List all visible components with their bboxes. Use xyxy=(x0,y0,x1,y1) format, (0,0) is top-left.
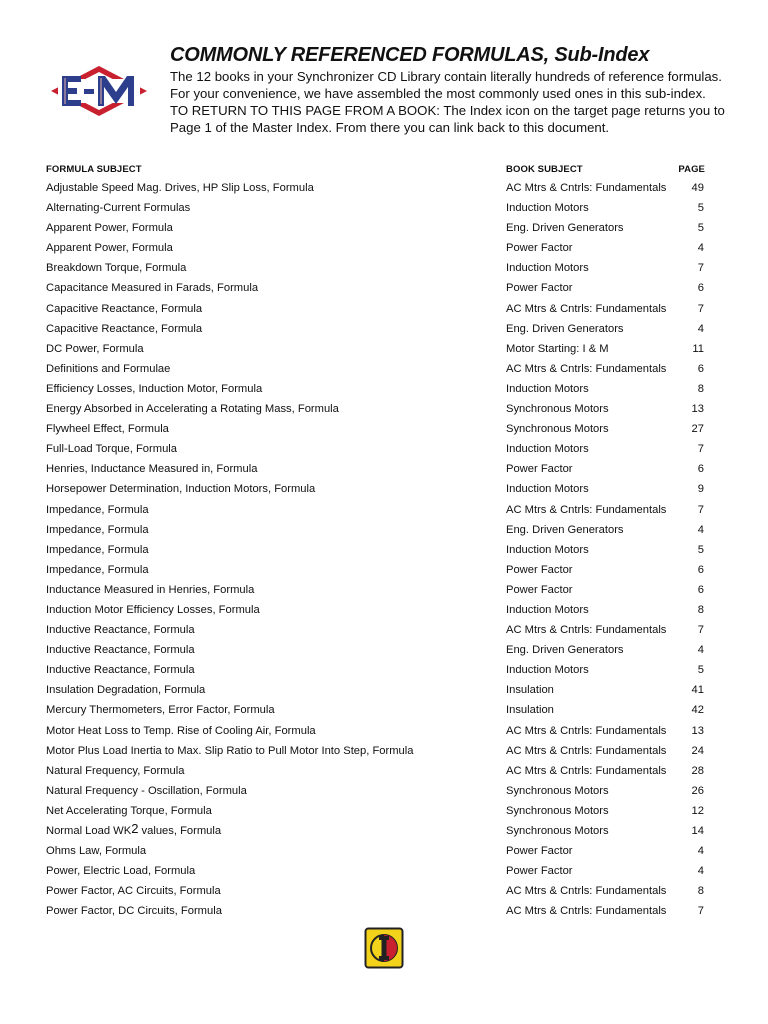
book-subject-cell: Induction Motors xyxy=(506,664,589,677)
superscript: 2 xyxy=(131,821,139,836)
book-subject-cell: Power Factor xyxy=(506,282,573,295)
formula-subject-cell: Inductive Reactance, Formula xyxy=(46,644,195,657)
formula-subject-cell: Insulation Degradation, Formula xyxy=(46,684,206,697)
page-number-cell: 13 xyxy=(691,724,704,737)
table-row xyxy=(0,218,768,238)
intro-line: For your convenience, we have assembled the most commonly used ones in this sub-index. xyxy=(170,86,706,101)
column-header-book-subject: BOOK SUBJECT xyxy=(506,164,583,175)
formula-subject-cell: Impedance, Formula xyxy=(46,543,149,556)
e-m-logo-icon xyxy=(48,62,150,120)
formula-subject-cell: DC Power, Formula xyxy=(46,342,144,355)
table-row xyxy=(0,700,768,720)
table-row xyxy=(0,640,768,660)
page-number-cell: 9 xyxy=(697,483,704,496)
page-number-cell: 4 xyxy=(697,322,704,335)
intro-text xyxy=(170,68,730,136)
page-number-cell: 24 xyxy=(691,744,704,757)
book-subject-cell: Synchronous Motors xyxy=(506,403,609,416)
formula-subject-cell: Natural Frequency, Formula xyxy=(46,764,185,777)
page-number-cell: 4 xyxy=(697,242,704,255)
book-subject-cell: AC Mtrs & Cntrls: Fundamentals xyxy=(506,624,667,637)
formula-subject-cell: Definitions and Formulae xyxy=(46,362,171,375)
book-subject-cell: Eng. Driven Generators xyxy=(506,644,624,657)
formula-subject-cell: Henries, Inductance Measured in, Formula xyxy=(46,463,258,476)
book-subject-cell: AC Mtrs & Cntrls: Fundamentals xyxy=(506,362,667,375)
table-row xyxy=(0,741,768,761)
book-subject-cell: AC Mtrs & Cntrls: Fundamentals xyxy=(506,182,667,194)
book-subject-cell: AC Mtrs & Cntrls: Fundamentals xyxy=(506,764,667,777)
formula-subject-cell: Breakdown Torque, Formula xyxy=(46,262,187,275)
page-number-cell: 28 xyxy=(691,764,704,777)
book-subject-cell: Induction Motors xyxy=(506,603,589,616)
table-row xyxy=(0,560,768,580)
formula-subject-suffix: values, Formula xyxy=(138,825,222,837)
book-subject-cell: Eng. Driven Generators xyxy=(506,222,624,235)
table-row xyxy=(0,580,768,600)
formula-subject-cell: Capacitive Reactance, Formula xyxy=(46,302,203,315)
formula-subject-cell: Motor Heat Loss to Temp. Rise of Cooling Air, Formula xyxy=(46,724,316,737)
page-number-cell: 11 xyxy=(692,342,704,355)
column-header-page: PAGE xyxy=(678,164,705,175)
book-subject-cell: AC Mtrs & Cntrls: Fundamentals xyxy=(506,905,667,918)
page-number-cell: 26 xyxy=(691,784,704,797)
table-row xyxy=(0,379,768,399)
table-row xyxy=(0,178,768,198)
book-subject-cell: Induction Motors xyxy=(506,202,589,215)
index-icon[interactable] xyxy=(364,927,404,969)
table-row xyxy=(0,339,768,359)
book-subject-cell: Synchronous Motors xyxy=(506,804,609,817)
page-number-cell: 7 xyxy=(697,624,704,637)
formula-subject-cell: Apparent Power, Formula xyxy=(46,222,173,235)
table-row xyxy=(0,258,768,278)
page-number-cell: 7 xyxy=(697,905,704,918)
table-row xyxy=(0,238,768,258)
table-row xyxy=(0,359,768,379)
book-subject-cell: Induction Motors xyxy=(506,262,589,275)
formula-subject-cell: Power, Electric Load, Formula xyxy=(46,865,196,878)
formula-subject-cell: Flywheel Effect, Formula xyxy=(46,423,169,436)
book-subject-cell: Power Factor xyxy=(506,583,573,596)
intro-line: The 12 books in your Synchronizer CD Library contain literally hundreds of reference formulas. xyxy=(170,69,722,84)
page-number-cell: 4 xyxy=(697,523,704,536)
table-header xyxy=(0,164,768,178)
book-subject-cell: Motor Starting: I & M xyxy=(506,342,609,355)
page-number-cell: 7 xyxy=(697,262,704,275)
table-row xyxy=(0,881,768,901)
formula-subject-cell: Natural Frequency - Oscillation, Formula xyxy=(46,784,247,797)
page-number-cell: 6 xyxy=(697,282,704,295)
page-number-cell: 49 xyxy=(691,182,704,194)
formula-subject-cell: Inductive Reactance, Formula xyxy=(46,664,195,677)
table-row xyxy=(0,419,768,439)
table-row xyxy=(0,198,768,218)
formula-subject-cell: Inductance Measured in Henries, Formula xyxy=(46,583,255,596)
page-number-cell: 7 xyxy=(697,443,704,456)
book-subject-cell: Insulation xyxy=(506,704,554,717)
page-number-cell: 12 xyxy=(691,804,704,817)
table-row xyxy=(0,479,768,499)
page-number-cell: 41 xyxy=(691,684,704,697)
formula-subject-cell: Impedance, Formula xyxy=(46,563,149,576)
intro-line: TO RETURN TO THIS PAGE FROM A BOOK: The Index icon on the target page returns you to xyxy=(170,103,725,118)
table-row xyxy=(0,841,768,861)
book-subject-cell: Power Factor xyxy=(506,463,573,476)
page-number-cell: 4 xyxy=(697,845,704,858)
book-subject-cell: Eng. Driven Generators xyxy=(506,523,624,536)
table-row xyxy=(0,680,768,700)
page-number-cell: 5 xyxy=(697,543,704,556)
table-row xyxy=(0,761,768,781)
intro-line: Page 1 of the Master Index. From there you can link back to this document. xyxy=(170,120,610,135)
formula-subject-cell: Capacitive Reactance, Formula xyxy=(46,322,203,335)
table-row xyxy=(0,500,768,520)
page-number-cell: 14 xyxy=(691,825,704,837)
book-subject-cell: Power Factor xyxy=(506,563,573,576)
table-row xyxy=(0,781,768,801)
table-row xyxy=(0,439,768,459)
table-row xyxy=(0,600,768,620)
page-number-cell: 42 xyxy=(691,704,704,717)
page-title: COMMONLY REFERENCED FORMULAS, Sub-Index xyxy=(170,44,650,66)
table-row xyxy=(0,319,768,339)
page-number-cell: 5 xyxy=(697,664,704,677)
book-subject-cell: Insulation xyxy=(506,684,554,697)
book-subject-cell: Induction Motors xyxy=(506,443,589,456)
formula-subject-cell: Induction Motor Efficiency Losses, Formula xyxy=(46,603,260,616)
book-subject-cell: Power Factor xyxy=(506,865,573,878)
book-subject-cell: Synchronous Motors xyxy=(506,784,609,797)
page-number-cell: 6 xyxy=(697,362,704,375)
page-number-cell: 8 xyxy=(697,885,704,898)
book-subject-cell: Induction Motors xyxy=(506,543,589,556)
page-number-cell: 5 xyxy=(697,222,704,235)
page-number-cell: 27 xyxy=(691,423,704,436)
page-number-cell: 4 xyxy=(697,644,704,657)
page-number-cell: 7 xyxy=(697,503,704,516)
table-row xyxy=(0,278,768,298)
formula-subject-cell: Apparent Power, Formula xyxy=(46,242,173,255)
formula-subject-cell: Full-Load Torque, Formula xyxy=(46,443,177,456)
column-header-formula-subject: FORMULA SUBJECT xyxy=(46,164,142,175)
table-row xyxy=(0,801,768,821)
table-row xyxy=(0,821,768,841)
book-subject-cell: AC Mtrs & Cntrls: Fundamentals xyxy=(506,744,667,757)
formula-subject-cell: Inductive Reactance, Formula xyxy=(46,624,195,637)
page-number-cell: 8 xyxy=(697,382,704,395)
book-subject-cell: AC Mtrs & Cntrls: Fundamentals xyxy=(506,302,667,315)
book-subject-cell: Induction Motors xyxy=(506,483,589,496)
book-subject-cell: Synchronous Motors xyxy=(506,825,609,837)
book-subject-cell: Eng. Driven Generators xyxy=(506,322,624,335)
book-subject-cell: AC Mtrs & Cntrls: Fundamentals xyxy=(506,724,667,737)
formula-subject-cell: Energy Absorbed in Accelerating a Rotating Mass, Formula xyxy=(46,403,339,416)
formula-subject-cell: Mercury Thermometers, Error Factor, Formula xyxy=(46,704,275,717)
formula-subject-cell: Power Factor, DC Circuits, Formula xyxy=(46,905,222,918)
table-row xyxy=(0,399,768,419)
table-row xyxy=(0,721,768,741)
book-subject-cell: Power Factor xyxy=(506,242,573,255)
table-row xyxy=(0,459,768,479)
formula-subject-cell: Ohms Law, Formula xyxy=(46,845,147,858)
book-subject-cell: Synchronous Motors xyxy=(506,423,609,436)
formula-subject-cell: Impedance, Formula xyxy=(46,503,149,516)
formula-subject-cell: Efficiency Losses, Induction Motor, Formula xyxy=(46,382,263,395)
formula-subject-cell: Net Accelerating Torque, Formula xyxy=(46,804,212,817)
table-row xyxy=(0,861,768,881)
table-row xyxy=(0,660,768,680)
page-number-cell: 7 xyxy=(697,302,704,315)
page-number-cell: 4 xyxy=(697,865,704,878)
table-row xyxy=(0,620,768,640)
page-number-cell: 6 xyxy=(697,563,704,576)
formula-subject-cell: Horsepower Determination, Induction Motors, Formula xyxy=(46,483,316,496)
formula-subject-cell: Alternating-Current Formulas xyxy=(46,202,191,215)
book-subject-cell: AC Mtrs & Cntrls: Fundamentals xyxy=(506,885,667,898)
book-subject-cell: Power Factor xyxy=(506,845,573,858)
table-row xyxy=(0,520,768,540)
page-number-cell: 5 xyxy=(697,202,704,215)
table-row xyxy=(0,901,768,921)
table-row xyxy=(0,299,768,319)
formula-subject-cell xyxy=(46,821,221,841)
page-number-cell: 8 xyxy=(697,603,704,616)
page-number-cell: 6 xyxy=(697,583,704,596)
formula-subject-cell: Power Factor, AC Circuits, Formula xyxy=(46,885,221,898)
page-number-cell: 6 xyxy=(697,463,704,476)
formula-subject-cell: Capacitance Measured in Farads, Formula xyxy=(46,282,259,295)
formula-subject-text: Normal Load WK xyxy=(46,825,132,837)
formula-subject-cell: Motor Plus Load Inertia to Max. Slip Ratio to Pull Motor Into Step, Formula xyxy=(46,744,414,757)
formula-table xyxy=(0,178,768,921)
page-number-cell: 13 xyxy=(691,403,704,416)
formula-subject-cell: Impedance, Formula xyxy=(46,523,149,536)
book-subject-cell: AC Mtrs & Cntrls: Fundamentals xyxy=(506,503,667,516)
table-row xyxy=(0,540,768,560)
formula-subject-cell: Adjustable Speed Mag. Drives, HP Slip Loss, Formula xyxy=(46,182,314,194)
book-subject-cell: Induction Motors xyxy=(506,382,589,395)
